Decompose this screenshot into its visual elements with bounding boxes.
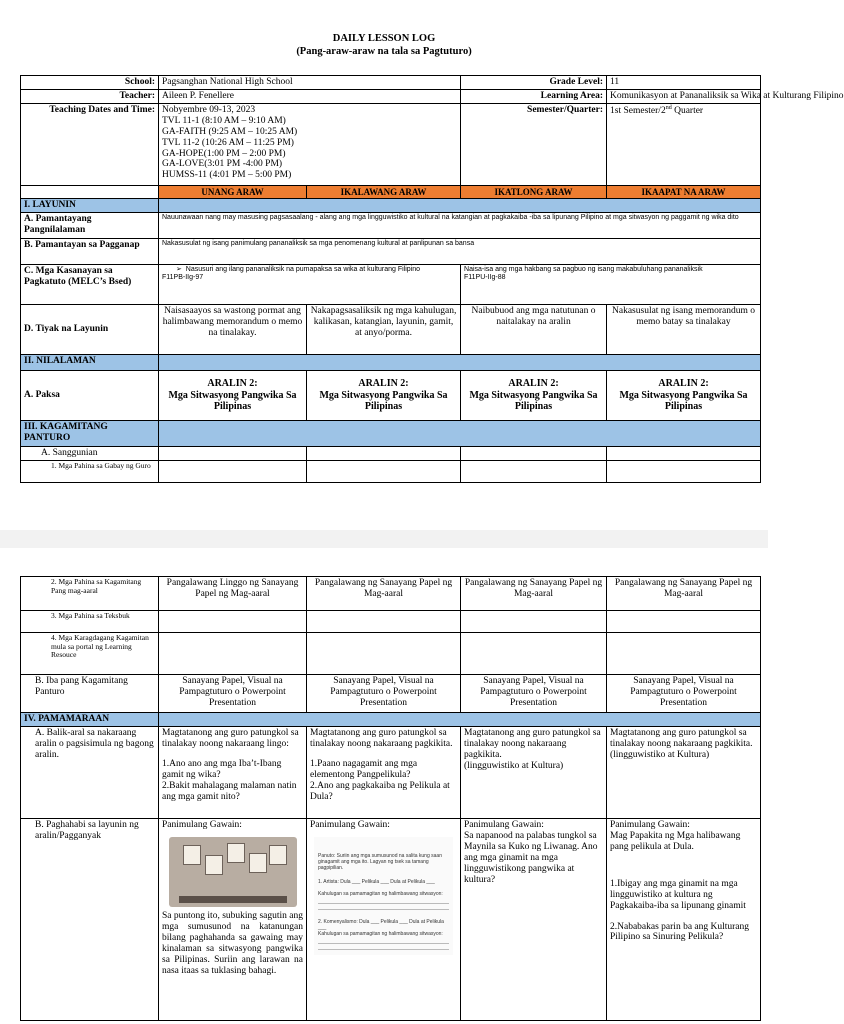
rowA-cell-4 (607, 727, 761, 819)
rowA-cell-2 (307, 727, 461, 819)
tiyak-cell-2: Nakapagsasaliksik ng mga kahulugan, kalikasan, katangian, layunin, gamit, at anyo/porma. (307, 305, 461, 355)
question-1: 1.Ano ano ang mga Iba’t-Ibang gamit ng wika? (162, 758, 282, 780)
question-1: 1.Paano nagagamit ang mga elementong Pangpelikula? (310, 758, 418, 780)
kagamitan-header: III. KAGAMITANG PANTURO (21, 421, 159, 447)
date-line: Nobyembre 09-13, 2023 (162, 104, 256, 115)
tiyak-cell-1: Naisasaayos sa wastong pormat ang halimbawang memorandum o memo na tinalakay. (159, 305, 307, 355)
rowB-cell-3 (461, 819, 607, 1021)
rowb-cell-2: Sanayang Papel, Visual na Pampagtuturo o Powerpoint Presentation (307, 675, 461, 713)
empty-cell (307, 461, 461, 483)
worksheet-item-1: 1. Artista: Dula ___ Pelikula ___ Dula at Pelikula ___ (318, 878, 435, 885)
nilalaman-header: II. NILALAMAN (21, 355, 159, 371)
empty-cell (607, 633, 761, 675)
row2-cell-2: Pangalawang ng Sanayang Papel ng Mag-aaral (307, 577, 461, 611)
row2-cell-4: Pangalawang ng Sanayang Papel ng Mag-aaral (607, 577, 761, 611)
day-header-3: IKATLONG ARAW (461, 185, 607, 198)
paghahabi-label: B. Paghahabi sa layunin ng aralin/Pagganyak (21, 819, 159, 1021)
empty-cell (607, 461, 761, 483)
semester-label: Semester/Quarter: (461, 103, 607, 185)
empty-cell (307, 633, 461, 675)
schedule-line: GA-FAITH (9:25 AM – 10:25 AM) (162, 126, 298, 137)
schedule-line: HUMSS-11 (4:01 PM – 5:00 PM) (162, 170, 292, 181)
kasanayan-desc-2: Naisa-isa ang mga hakbang sa pagbuo ng isang makabuluhang pananaliksik (464, 266, 703, 274)
page-gap (0, 530, 768, 548)
pagganap-text: Nakasusulat ng isang panimulang pananaliksik sa mga penomenang kultural at panlipunan sa bansa (159, 239, 761, 265)
gawain-heading: Panimulang Gawain: (610, 820, 690, 830)
layunin-band (159, 199, 761, 213)
paksa-cell-3 (461, 371, 607, 421)
grade-value: 11 (607, 76, 761, 90)
dates-label: Teaching Dates and Time: (21, 103, 159, 185)
grade-label: Grade Level: (461, 76, 607, 90)
tiyak-cell-4: Nakasusulat ng isang memorandum o memo batay sa tinalakay (607, 305, 761, 355)
tiyak-label: D. Tiyak na Layunin (21, 305, 159, 355)
rowA-cell-3 (461, 727, 607, 819)
lesson-log-table-continued (20, 576, 761, 1021)
paksa-cell-4 (607, 371, 761, 421)
semester-value (607, 103, 761, 185)
schedule-line: GA-LOVE(3:01 PM -4:00 PM) (162, 159, 283, 170)
teacher-value: Aileen P. Fenellere (159, 89, 461, 103)
day-header-4: IKAAPAT NA ARAW (607, 185, 761, 198)
gawain-text: Mag Papakita ng Mga halibawang pang pelikula at Dula. (610, 830, 741, 852)
empty-cell (461, 447, 607, 461)
layunin-header: I. LAYUNIN (21, 199, 159, 213)
schedule-line: TVL 11-2 (10:26 AM – 11:25 PM) (162, 137, 294, 148)
empty-cell (159, 633, 307, 675)
gawain-question-2: 2.Nababakas parin ba ang Kulturang Pilipino sa Sinuring Pelikula? (610, 921, 750, 943)
aralin-topic: Mga Sitwasyong Pangwika Sa Pilipinas (319, 389, 448, 413)
empty-cell (461, 611, 607, 633)
gawain-text: Sa napanood na palabas tungkol sa Maynila sa Kuko ng Liwanag. Ano ang mga ginamit na mga lingguwistikong pangwika at kultura? (464, 830, 598, 885)
question-note: (lingguwistiko at Kultura) (464, 760, 564, 771)
sanggunian-label: A. Sanggunian (21, 447, 159, 461)
aralin-topic: Mga Sitwasyong Pangwika Sa Pilipinas (619, 389, 748, 413)
document-title: DAILY LESSON LOG (332, 33, 436, 44)
rowB-cell-4 (607, 819, 761, 1021)
kasanayan-code-2: F11PU-IIg-88 (464, 274, 506, 282)
empty-cell (307, 611, 461, 633)
area-value: Komunikasyon at Pananaliksik sa Wika at Kulturang Filipino (607, 89, 761, 103)
rowb-cell-1: Sanayang Papel, Visual na Pampagtuturo o Powerpoint Presentation (159, 675, 307, 713)
empty-cell (159, 447, 307, 461)
nilalaman-band (159, 355, 761, 371)
teacher-label: Teacher: (21, 89, 159, 103)
gawain-question-1: 1.Ibigay ang mga ginamit na mga lingguwistiko at kultura ng Pagkakaiba-iba sa lipunang ginamit (610, 878, 746, 911)
rowB-cell-1 (159, 819, 307, 1021)
aralin-topic: Mga Sitwasyong Pangwika Sa Pilipinas (168, 389, 297, 413)
area-label: Learning Area: (461, 89, 607, 103)
pamantayang-label: A. Pamantayang Pangnilalaman (21, 213, 159, 239)
worksheet-caption: Kahulugan sa pamamagitan ng halimbawang sitwasyon: (318, 930, 443, 937)
balik-aral-label: A. Balik-aral sa nakaraang aralin o pagsisimula ng bagong aralin. (21, 727, 159, 819)
row2-cell-3: Pangalawang ng Sanayang Papel ng Mag-aaral (461, 577, 607, 611)
kagamitan-band (159, 421, 761, 447)
pamamaraan-band (159, 713, 761, 727)
rowA-cell-1 (159, 727, 307, 819)
arrow-icon: ➢ (176, 266, 182, 274)
question-2: 2.Ano ang pagkakaiba ng Pelikula at Dula? (310, 780, 450, 802)
school-value: Pagsanghan National High School (159, 76, 461, 90)
gawain-heading: Panimulang Gawain: (310, 820, 390, 830)
school-label: School: (21, 76, 159, 90)
empty-cell (607, 447, 761, 461)
iba-pang-label: B. Iba pang Kagamitang Panturo (21, 675, 159, 713)
pamantayang-text: Nauunawaan nang may masusing pagsasaalang - alang ang mga lingguwistiko at kultural na katangian at pagkakaiba -iba sa lipunang Pilipino at mga sitwasyon ng paggamit ng wika dito (159, 213, 761, 239)
kasanayan-code-1: F11PB-IIg-97 (162, 274, 204, 282)
paksa-cell-2 (307, 371, 461, 421)
empty-cell (461, 633, 607, 675)
rowb-cell-3: Sanayang Papel, Visual na Pampagtuturo o Powerpoint Presentation (461, 675, 607, 713)
aralin-title: ARALIN 2: (207, 378, 258, 390)
semester-tail: Quarter (671, 106, 704, 116)
kasanayan-text-1 (159, 265, 461, 305)
question-intro: Magtatanong ang guro patungkol sa tinalakay noong nakaraang pagkikita. (610, 728, 753, 749)
schedule-line: GA-HOPE(1:00 PM – 2:00 PM) (162, 148, 286, 159)
pamamaraan-header: IV. PAMAMARAAN (21, 713, 159, 727)
document-subtitle: (Pang-araw-araw na tala sa Pagtuturo) (296, 46, 472, 57)
gawain-heading: Panimulang Gawain: (162, 820, 242, 830)
aralin-title: ARALIN 2: (358, 378, 409, 390)
tiyak-cell-3: Naibubuod ang mga natutunan o naitalakay na aralin (461, 305, 607, 355)
worksheet-caption: Kahulugan sa pamamagitan ng halimbawang sitwasyon: (318, 890, 443, 897)
question-2: 2.Bakit mahalagang malaman natin ang mga gamit nito? (162, 780, 297, 802)
rowB-cell-2 (307, 819, 461, 1021)
pagganap-label: B. Pamantayan sa Pagganap (21, 239, 159, 265)
semester-text: 1st Semester/2 (610, 106, 666, 116)
empty-cell (607, 611, 761, 633)
empty-cell (159, 461, 307, 483)
paksa-cell-1 (159, 371, 307, 421)
aralin-topic: Mga Sitwasyong Pangwika Sa Pilipinas (469, 389, 598, 413)
page-two (0, 548, 768, 1024)
lesson-log-table (20, 75, 844, 483)
lesson-picture (169, 837, 297, 907)
aralin-title: ARALIN 2: (658, 378, 709, 390)
semester-sup: nd (665, 104, 672, 111)
worksheet-item-2: 2. Komenyalismo: Dula ___ Pelikula ___ Dula at Pelikula ___ (318, 918, 444, 931)
question-note: (lingguwistiko at Kultura) (610, 749, 710, 760)
kagamitang-label: 2. Mga Pahina sa Kagamitang Pang mag-aaral (21, 577, 159, 611)
kasanayan-label: C. Mga Kasanayan sa Pagkatuto (MELC’s Bsed) (21, 265, 159, 305)
karagdagang-label: 4. Mga Karagdagang Kagamitan mula sa portal ng Learning Resouce (21, 633, 159, 675)
question-intro: Magtatanong ang guro patungkol sa tinalakay noong nakaraang pagkikita. (310, 728, 453, 749)
empty-cell (307, 447, 461, 461)
empty-cell (461, 461, 607, 483)
kasanayan-text-2 (461, 265, 761, 305)
kasanayan-desc-1: Nasusuri ang ilang pananaliksik na pumapaksa sa wika at kulturang Filipino (185, 266, 421, 274)
gabay-label: 1. Mga Pahina sa Gabay ng Guro (21, 461, 159, 483)
worksheet-instruction: Panuto: Suriin ang mga sumusunod na salita kung saan ginagamit ang mga ito. Lagyan ng tsek sa tamang pagpipilian. (318, 852, 442, 871)
aralin-title: ARALIN 2: (508, 378, 559, 390)
gawain-heading: Panimulang Gawain: (464, 820, 544, 830)
rowb-cell-4: Sanayang Papel, Visual na Pampagtuturo o Powerpoint Presentation (607, 675, 761, 713)
day-header-2: IKALAWANG ARAW (307, 185, 461, 198)
question-intro: Magtatanong ang guro patungkol sa tinalakay noong nakaraang pagkikita. (464, 728, 601, 760)
row2-cell-1: Pangalawang Linggo ng Sanayang Papel ng Mag-aaral (159, 577, 307, 611)
worksheet-image (314, 837, 453, 955)
dates-value (159, 103, 461, 185)
teksbuk-label: 3. Mga Pahina sa Teksbuk (21, 611, 159, 633)
empty-cell (159, 611, 307, 633)
schedule-line: TVL 11-1 (8:10 AM – 9:10 AM) (162, 115, 286, 126)
blank-cell (21, 185, 159, 198)
gawain-instructions: Sa puntong ito, subuking sagutin ang mga sumusunod na katanungan bilang paghahanda sa gawaing may kinalaman sa sitwasyong pangwika sa Pilipinas. Suriin ang larawan na nasa itaas sa tuklasing bahagi. (162, 910, 303, 976)
paksa-label: A. Paksa (21, 371, 159, 421)
day-header-1: UNANG ARAW (159, 185, 307, 198)
question-intro: Magtatanong ang guro patungkol sa tinalakay noong nakaraang lingo: (162, 728, 299, 749)
